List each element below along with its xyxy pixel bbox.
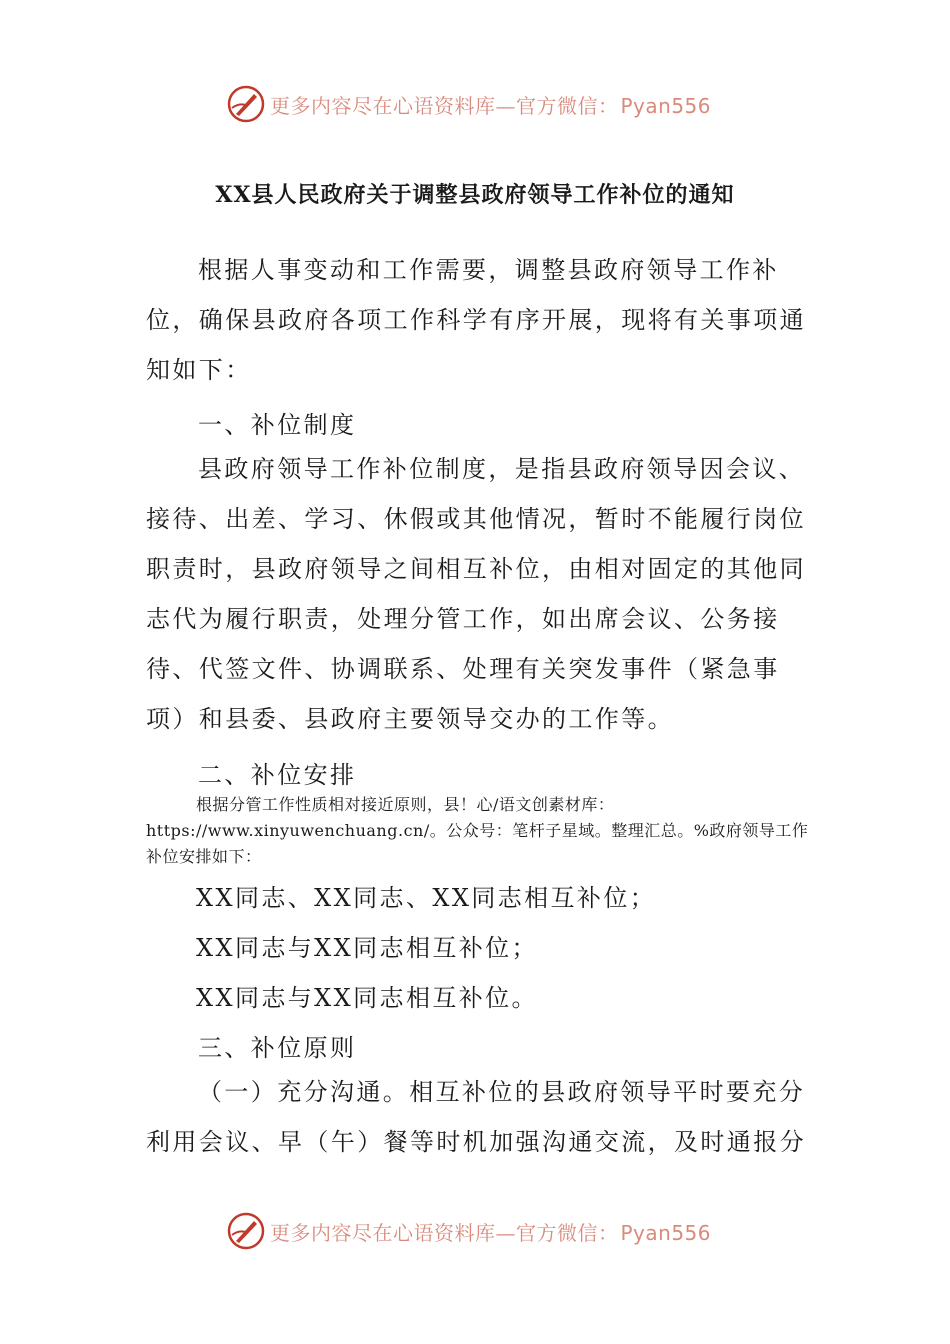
section2-note: 根据分管工作性质相对接近原则，县！心/语文创素材库：https://www.xinyuwenchuang.cn/。公众号：笔杆子星域。整理汇总。%政府领导工作补位安排如下： xyxy=(146,795,809,866)
list-item: XX同志与XX同志相互补位； xyxy=(196,934,538,962)
watermark-text: 更多内容尽在心语资料库—官方微信： xyxy=(270,93,619,118)
header-watermark xyxy=(226,82,711,126)
section2-heading: 二、补位安排 xyxy=(198,761,357,789)
section3-heading: 三、补位原则 xyxy=(198,1034,357,1062)
footer-watermark xyxy=(226,1209,711,1253)
pen-logo-icon xyxy=(226,84,266,124)
intro-paragraph: 根据人事变动和工作需要，调整县政府领导工作补位，确保县政府各项工作科学有序开展，现将有关事项通知如下： xyxy=(146,256,806,384)
watermark-text: 更多内容尽在心语资料库—官方微信： xyxy=(270,1220,619,1245)
wechat-id: Pyan556 xyxy=(620,93,712,118)
section3-body: （一）充分沟通。相互补位的县政府领导平时要充分利用会议、早（午）餐等时机加强沟通交流，及时通报分 xyxy=(146,1078,806,1156)
wechat-id: Pyan556 xyxy=(620,1220,712,1245)
list-item: XX同志与XX同志相互补位。 xyxy=(196,984,538,1012)
list-item: XX同志、XX同志、XX同志相互补位； xyxy=(196,884,657,912)
section1-heading: 一、补位制度 xyxy=(198,411,357,439)
section1-body: 县政府领导工作补位制度，是指县政府领导因会议、接待、出差、学习、休假或其他情况，暂时不能履行岗位职责时，县政府领导之间相互补位，由相对固定的其他同志代为履行职责，处理分管工作，如出席会议、公务接待、代签文件、协调联系、处理有关突发事件（紧急事项）和县委、县政府主要领导交办的工作等。 xyxy=(146,455,806,733)
pen-logo-icon xyxy=(226,1211,266,1251)
document-title: XX县人民政府关于调整县政府领导工作补位的通知 xyxy=(215,182,735,208)
